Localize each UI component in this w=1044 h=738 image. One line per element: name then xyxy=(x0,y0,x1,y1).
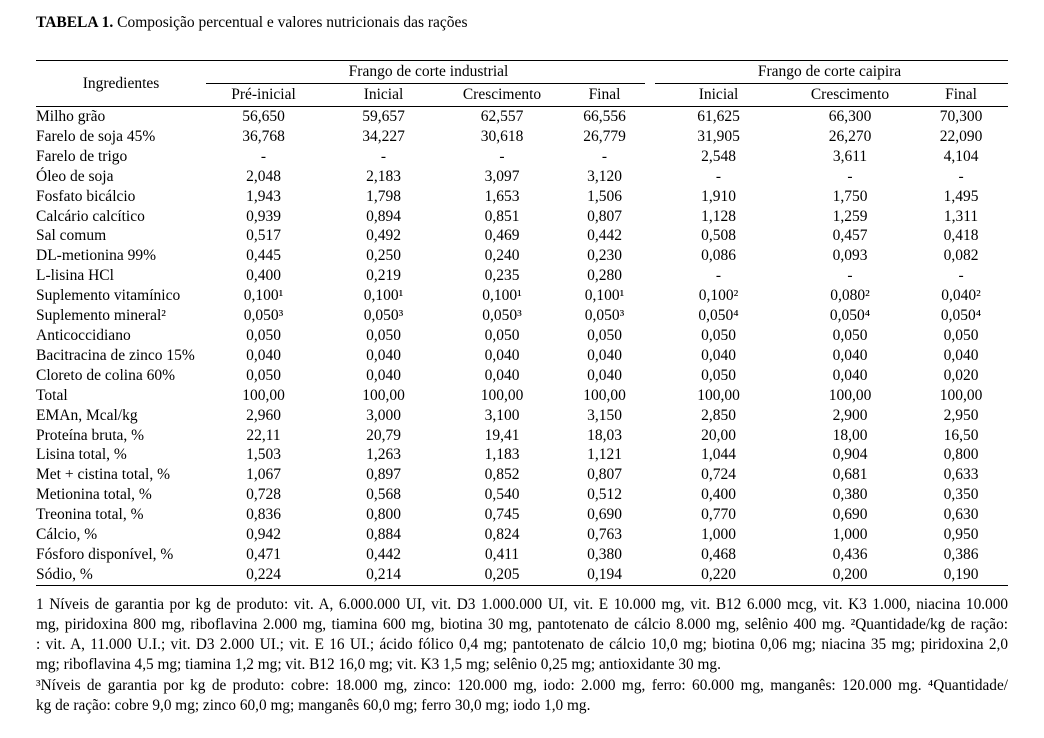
table-row xyxy=(36,107,1008,127)
value-cell: 0,512 xyxy=(587,486,622,504)
value-cell: 3,100 xyxy=(484,406,520,424)
value-cell: 0,442 xyxy=(366,545,401,563)
value-cell: 100,00 xyxy=(697,386,740,404)
ingredient-cell: Suplemento mineral² xyxy=(36,307,166,325)
table-row xyxy=(36,565,1008,585)
value-cell: 0,442 xyxy=(587,227,622,245)
value-cell: - xyxy=(380,147,387,165)
value-cell: 3,000 xyxy=(366,406,401,424)
value-cell: 4,104 xyxy=(943,147,979,165)
table-body xyxy=(36,107,1008,586)
value-cell: 0,100¹ xyxy=(584,287,625,305)
table-row xyxy=(36,346,1008,366)
value-cell: 1,750 xyxy=(832,187,868,205)
value-cell: 3,150 xyxy=(587,406,622,424)
value-cell: 0,040 xyxy=(246,346,281,364)
table-row xyxy=(36,187,1008,207)
value-cell: 1,121 xyxy=(587,446,622,464)
value-cell: 0,190 xyxy=(943,565,979,583)
value-cell: - xyxy=(847,167,853,185)
value-cell: 0,386 xyxy=(943,545,979,563)
value-cell: 0,517 xyxy=(246,227,281,245)
value-cell: 0,082 xyxy=(943,247,979,265)
value-cell: 0,633 xyxy=(943,466,979,484)
value-cell: 0,411 xyxy=(484,545,520,563)
value-cell: 0,040 xyxy=(701,346,736,364)
value-cell: 0,200 xyxy=(832,565,868,583)
value-cell: 26,270 xyxy=(828,127,872,145)
value-cell: 0,050³ xyxy=(584,307,625,325)
ingredient-cell: Met + cistina total, % xyxy=(36,466,171,484)
value-cell: 0,745 xyxy=(484,506,520,524)
ingredient-cell: Bacitracina de zinco 15% xyxy=(36,346,195,364)
value-cell: 0,050 xyxy=(587,326,622,344)
table-row xyxy=(36,406,1008,426)
group-header-industrial: Frango de corte industrial xyxy=(206,61,651,84)
value-cell: 0,219 xyxy=(366,267,401,285)
value-cell: 2,548 xyxy=(701,147,736,165)
value-cell: 0,040 xyxy=(943,346,979,364)
value-cell: - xyxy=(499,147,505,165)
value-cell: 0,250 xyxy=(366,247,401,265)
table-row xyxy=(36,505,1008,525)
footnote-line: 1 Níveis de garantia por kg de produto: vit. A, 6.000.000 UI, vit. D3 1.000.000 UI, vit. E 10.000 mg, vit. B12 6.000 mcg, vit. K3 1.000, niacina 10.000 xyxy=(36,595,1008,613)
value-cell: 0,050³ xyxy=(482,307,522,325)
value-cell: 1,495 xyxy=(943,187,979,205)
ingredient-cell: Suplemento vitamínico xyxy=(36,287,181,305)
value-cell: 0,540 xyxy=(484,486,520,504)
value-cell: 18,00 xyxy=(832,426,868,444)
value-cell: 0,235 xyxy=(484,267,520,285)
value-cell: 3,120 xyxy=(587,167,622,185)
ingredient-cell: Treonina total, % xyxy=(36,506,144,524)
table-row xyxy=(36,366,1008,386)
value-cell: 0,468 xyxy=(701,545,736,563)
table-title xyxy=(36,12,1008,33)
value-cell: 0,950 xyxy=(943,526,979,544)
value-cell: 1,263 xyxy=(366,446,401,464)
value-cell: 0,080² xyxy=(830,287,870,305)
value-cell: 0,445 xyxy=(246,247,281,265)
value-cell: 0,040 xyxy=(587,366,622,384)
table-row xyxy=(36,266,1008,286)
value-cell: 61,625 xyxy=(697,108,740,125)
table-title-label: TABELA 1. xyxy=(36,14,114,31)
value-cell: 30,618 xyxy=(480,127,524,145)
footnote-paragraph xyxy=(36,595,1008,676)
value-cell: 0,807 xyxy=(587,466,622,484)
ingredient-cell: Calcário calcítico xyxy=(36,207,145,225)
value-cell: 0,050⁴ xyxy=(698,307,739,325)
value-cell: 0,220 xyxy=(701,565,736,583)
group-header-caipira: Frango de corte caipira xyxy=(651,61,1008,84)
value-cell: 0,800 xyxy=(943,446,979,464)
table-row xyxy=(36,246,1008,266)
ingredient-cell: L-lisina HCl xyxy=(36,267,114,285)
value-cell: 2,900 xyxy=(832,406,868,424)
ingredient-cell: Cálcio, % xyxy=(36,526,98,544)
value-cell: 0,040² xyxy=(941,287,981,305)
ingredient-cell: EMAn, Mcal/kg xyxy=(36,406,138,424)
value-cell: 0,050 xyxy=(832,326,868,344)
value-cell: 1,311 xyxy=(943,207,979,225)
value-cell: 0,350 xyxy=(943,486,979,504)
value-cell: 16,50 xyxy=(943,426,979,444)
ingredient-cell: Farelo de soja 45% xyxy=(36,127,156,145)
value-cell: 0,418 xyxy=(943,227,979,245)
value-cell: 0,904 xyxy=(832,446,868,464)
table-title-text: Composição percentual e valores nutricionais das rações xyxy=(113,14,468,31)
value-cell: 0,050 xyxy=(943,326,979,344)
table-row xyxy=(36,167,1008,187)
value-cell: 0,508 xyxy=(701,227,736,245)
value-cell: 0,050⁴ xyxy=(829,307,871,325)
value-cell: 56,650 xyxy=(242,108,285,125)
footnotes xyxy=(36,595,1008,716)
ingredient-cell: Sódio, % xyxy=(36,565,93,583)
value-cell: 0,050 xyxy=(366,326,401,344)
value-cell: 0,380 xyxy=(587,545,622,563)
value-cell: 0,040 xyxy=(832,366,868,384)
value-cell: 0,040 xyxy=(366,366,401,384)
group-header-row xyxy=(36,61,1008,84)
value-cell: 22,090 xyxy=(939,127,983,145)
value-cell: 0,400 xyxy=(701,486,736,504)
value-cell: 0,050 xyxy=(701,366,736,384)
value-cell: 0,230 xyxy=(587,247,622,265)
col-header-inicial-caipira: Inicial xyxy=(651,84,786,107)
value-cell: 1,910 xyxy=(701,187,736,205)
value-cell: 34,227 xyxy=(362,127,405,145)
value-cell: 66,300 xyxy=(828,108,872,125)
ingredient-cell: Proteína bruta, % xyxy=(36,426,145,444)
col-header-pre-inicial: Pré-inicial xyxy=(206,84,321,107)
value-cell: 1,183 xyxy=(484,446,520,464)
value-cell: 0,763 xyxy=(587,526,622,544)
value-cell: 0,471 xyxy=(246,545,281,563)
value-cell: 1,653 xyxy=(484,187,520,205)
value-cell: 1,000 xyxy=(701,526,736,544)
value-cell: 1,798 xyxy=(366,187,401,205)
value-cell: 0,681 xyxy=(832,466,868,484)
value-cell: 0,280 xyxy=(587,267,622,285)
footnote-line: kg de ração: cobre 9,0 mg; zinco 60,0 mg; manganês 60,0 mg; ferro 30,0 mg; iodo 1,0 mg. xyxy=(36,696,591,714)
value-cell: 0,939 xyxy=(246,207,281,225)
table-row xyxy=(36,445,1008,465)
value-cell: 0,728 xyxy=(246,486,281,504)
ingredient-cell: Lisina total, % xyxy=(36,446,127,464)
value-cell: 26,779 xyxy=(583,127,626,145)
value-cell: 2,950 xyxy=(943,406,979,424)
value-cell: 0,897 xyxy=(366,466,401,484)
value-cell: 0,050 xyxy=(246,366,281,384)
table-row xyxy=(36,465,1008,485)
nutrition-table xyxy=(36,60,1008,586)
value-cell: 1,503 xyxy=(246,446,281,464)
value-cell: 0,050 xyxy=(701,326,736,344)
value-cell: 0,800 xyxy=(366,506,401,524)
value-cell: 0,100² xyxy=(698,287,739,305)
value-cell: 0,240 xyxy=(484,247,520,265)
value-cell: 0,690 xyxy=(587,506,622,524)
col-header-final-industrial: Final xyxy=(558,84,651,107)
ingredient-cell: Metionina total, % xyxy=(36,486,152,504)
value-cell: 22,11 xyxy=(246,426,281,444)
table-row xyxy=(36,286,1008,306)
value-cell: 0,194 xyxy=(587,565,622,583)
col-header-crescimento-industrial: Crescimento xyxy=(446,84,558,107)
value-cell: 70,300 xyxy=(939,108,983,125)
value-cell: 1,044 xyxy=(701,446,736,464)
value-cell: 0,205 xyxy=(484,565,520,583)
value-cell: 0,100¹ xyxy=(363,287,404,305)
value-cell: 0,942 xyxy=(246,526,281,544)
footnote-line: ³Níveis de garantia por kg de produto: cobre: 18.000 mg, zinco: 120.000 mg, iodo: 2.000 mg, ferro: 60.000 mg, manganês: 120.000 mg. ⁴Quantidade/ xyxy=(36,676,1008,694)
value-cell: 100,00 xyxy=(828,386,872,404)
value-cell: 0,836 xyxy=(246,506,281,524)
value-cell: 31,905 xyxy=(697,127,740,145)
value-cell: 1,128 xyxy=(701,207,736,225)
value-cell: 1,067 xyxy=(246,466,281,484)
col-header-final-caipira: Final xyxy=(914,84,1008,107)
value-cell: 0,824 xyxy=(484,526,520,544)
value-cell: 1,943 xyxy=(246,187,281,205)
value-cell: - xyxy=(847,267,853,285)
ingredient-cell: Óleo de soja xyxy=(36,167,114,185)
col-header-inicial-industrial: Inicial xyxy=(321,84,446,107)
table-row xyxy=(36,485,1008,505)
value-cell: 20,79 xyxy=(366,426,401,444)
value-cell: 0,457 xyxy=(832,227,868,245)
ingredient-cell: Sal comum xyxy=(36,227,107,245)
value-cell: 0,436 xyxy=(832,545,868,563)
value-cell: - xyxy=(715,167,722,185)
value-cell: 100,00 xyxy=(939,386,983,404)
ingredient-cell: DL-metionina 99% xyxy=(36,247,157,265)
value-cell: 20,00 xyxy=(701,426,736,444)
value-cell: 0,770 xyxy=(701,506,736,524)
col-header-crescimento-caipira: Crescimento xyxy=(786,84,914,107)
ingredient-cell: Farelo de trigo xyxy=(36,147,128,165)
value-cell: 2,960 xyxy=(246,406,281,424)
value-cell: 0,400 xyxy=(246,267,281,285)
value-cell: 36,768 xyxy=(242,127,285,145)
ingredients-header: Ingredientes xyxy=(36,61,206,107)
value-cell: 0,040 xyxy=(484,366,520,384)
value-cell: 66,556 xyxy=(583,108,626,125)
value-cell: 0,040 xyxy=(832,346,868,364)
value-cell: - xyxy=(260,147,267,165)
value-cell: - xyxy=(601,147,608,165)
value-cell: 0,568 xyxy=(366,486,401,504)
value-cell: 62,557 xyxy=(480,108,524,125)
value-cell: 0,040 xyxy=(587,346,622,364)
value-cell: 0,894 xyxy=(366,207,401,225)
table-row xyxy=(36,525,1008,545)
footnote-line: : vit. A, 11.000 U.I.; vit. D3 2.000 UI.; vit. E 16 UI.; ácido fólico 0,4 mg; pantotenato de cálcio 10,0 mg; biotina 0,06 mg; niacina 35 mg; piridoxina 2,0 xyxy=(36,636,1008,654)
value-cell: 0,050⁴ xyxy=(940,307,982,325)
value-cell: 0,851 xyxy=(484,207,520,225)
value-cell: - xyxy=(715,267,722,285)
value-cell: 0,093 xyxy=(832,247,868,265)
value-cell: 59,657 xyxy=(362,108,405,125)
value-cell: 2,850 xyxy=(701,406,736,424)
footnote-line: mg, piridoxina 800 mg, riboflavina 2.000 mg, tiamina 600 mg, biotina 30 mg, pantotenato de cálcio 8.000 mg, selênio 400 mg. ²Quantidade/kg de ração: xyxy=(36,615,1008,633)
footnote-paragraph xyxy=(36,676,1008,716)
value-cell: 0,050³ xyxy=(243,307,284,325)
value-cell: 0,020 xyxy=(943,366,979,384)
table-row xyxy=(36,306,1008,326)
value-cell: 0,724 xyxy=(701,466,736,484)
value-cell: 100,00 xyxy=(362,386,405,404)
ingredient-cell: Fósforo disponível, % xyxy=(36,545,174,563)
value-cell: 0,852 xyxy=(484,466,520,484)
footnote-line: mg; riboflavina 4,5 mg; tiamina 1,2 mg; vit. B12 16,0 mg; vit. K3 1,5 mg; selênio 0,25 mg; antioxidante 30 mg. xyxy=(36,656,721,674)
value-cell: 18,03 xyxy=(587,426,622,444)
value-cell: 1,506 xyxy=(587,187,622,205)
ingredient-cell: Total xyxy=(36,386,68,404)
value-cell: 0,040 xyxy=(484,346,520,364)
ingredient-cell: Milho grão xyxy=(36,108,106,125)
ingredient-cell: Anticoccidiano xyxy=(36,326,131,344)
ingredient-cell: Fosfato bicálcio xyxy=(36,187,136,205)
value-cell: 2,183 xyxy=(366,167,401,185)
value-cell: 100,00 xyxy=(480,386,524,404)
table-row xyxy=(36,147,1008,167)
table-row xyxy=(36,207,1008,227)
table-row xyxy=(36,127,1008,147)
value-cell: 0,224 xyxy=(246,565,281,583)
ingredient-cell: Cloreto de colina 60% xyxy=(36,366,176,384)
table-row xyxy=(36,545,1008,565)
value-cell: 0,690 xyxy=(832,506,868,524)
value-cell: 0,492 xyxy=(366,227,401,245)
value-cell: 0,050 xyxy=(484,326,520,344)
table-row xyxy=(36,326,1008,346)
value-cell: 0,807 xyxy=(587,207,622,225)
value-cell: 1,259 xyxy=(832,207,868,225)
value-cell: 3,097 xyxy=(484,167,520,185)
value-cell: 0,100¹ xyxy=(482,287,522,305)
value-cell: - xyxy=(958,267,964,285)
value-cell: 19,41 xyxy=(484,426,520,444)
value-cell: 1,000 xyxy=(832,526,868,544)
table-row xyxy=(36,226,1008,246)
value-cell: - xyxy=(958,167,964,185)
value-cell: 0,630 xyxy=(943,506,979,524)
value-cell: 0,086 xyxy=(701,247,736,265)
value-cell: 0,469 xyxy=(484,227,520,245)
value-cell: 0,380 xyxy=(832,486,868,504)
value-cell: 0,100¹ xyxy=(243,287,284,305)
value-cell: 0,050 xyxy=(246,326,281,344)
table-row xyxy=(36,426,1008,446)
value-cell: 2,048 xyxy=(246,167,281,185)
value-cell: 100,00 xyxy=(583,386,626,404)
value-cell: 0,884 xyxy=(366,526,401,544)
value-cell: 3,611 xyxy=(832,147,868,165)
value-cell: 0,050³ xyxy=(363,307,404,325)
value-cell: 100,00 xyxy=(242,386,285,404)
value-cell: 0,040 xyxy=(366,346,401,364)
value-cell: 0,214 xyxy=(366,565,401,583)
table-row xyxy=(36,386,1008,406)
